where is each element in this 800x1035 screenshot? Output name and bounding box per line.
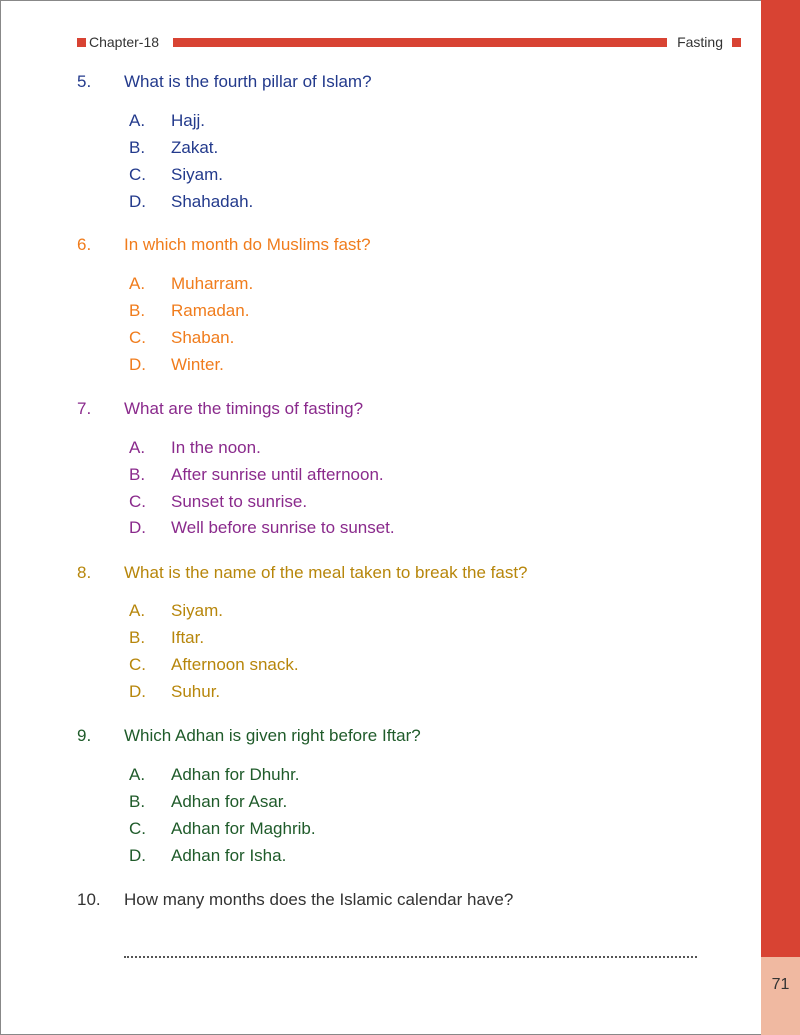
option-text: Adhan for Isha. — [171, 846, 287, 865]
option-row — [0, 138, 760, 160]
page-number: 71 — [771, 976, 790, 993]
option-text: Adhan for Maghrib. — [171, 819, 316, 838]
option-text: Winter. — [171, 355, 224, 374]
option-text: Ramadan. — [171, 301, 250, 320]
option-letter: B. — [129, 628, 146, 647]
question-text: What is the name of the meal taken to break the fast? — [124, 563, 528, 582]
option-letter: A. — [129, 438, 146, 457]
option-row — [0, 328, 760, 350]
question-text: Which Adhan is given right before Iftar? — [124, 726, 421, 745]
option-row — [0, 518, 760, 540]
question-number: 10. — [77, 890, 101, 909]
option-letter: C. — [129, 655, 146, 674]
option-row — [0, 846, 760, 868]
header-right-square — [732, 38, 741, 47]
option-text: Well before sunrise to sunset. — [171, 518, 395, 537]
header-left-square — [77, 38, 86, 47]
option-row — [0, 792, 760, 814]
question-number: 6. — [77, 235, 92, 254]
question-number: 8. — [77, 563, 92, 582]
option-text: Suhur. — [171, 682, 221, 701]
option-text: Shaban. — [171, 328, 235, 347]
option-text: Sunset to sunrise. — [171, 492, 308, 511]
option-text: Siyam. — [171, 165, 223, 184]
option-text: Iftar. — [171, 628, 205, 647]
option-text: Shahadah. — [171, 192, 254, 211]
page-number-tab — [761, 957, 800, 1035]
option-letter: C. — [129, 819, 146, 838]
question-text: What is the fourth pillar of Islam? — [124, 72, 372, 91]
option-row — [0, 655, 760, 677]
option-row — [0, 355, 760, 377]
option-text: Siyam. — [171, 601, 223, 620]
header-title: Fasting — [677, 34, 723, 50]
option-row — [0, 274, 760, 296]
option-letter: C. — [129, 165, 146, 184]
answer-line[interactable] — [124, 956, 697, 958]
option-letter: D. — [129, 518, 146, 537]
option-letter: D. — [129, 682, 146, 701]
option-text: Adhan for Dhuhr. — [171, 765, 300, 784]
option-text: Hajj. — [171, 111, 206, 130]
question-text: What are the timings of fasting? — [124, 399, 364, 418]
option-text: Adhan for Asar. — [171, 792, 288, 811]
option-row — [0, 601, 760, 623]
side-bar — [761, 0, 800, 957]
option-row — [0, 111, 760, 133]
question-number: 9. — [77, 726, 92, 745]
question-number: 7. — [77, 399, 92, 418]
option-letter: B. — [129, 465, 146, 484]
header-chapter: Chapter-18 — [89, 34, 160, 50]
option-row — [0, 301, 760, 323]
option-row — [0, 492, 760, 514]
option-letter: A. — [129, 765, 146, 784]
option-letter: D. — [129, 846, 146, 865]
option-text: Zakat. — [171, 138, 219, 157]
option-text: Afternoon snack. — [171, 655, 299, 674]
option-text: In the noon. — [171, 438, 261, 457]
option-text: After sunrise until afternoon. — [171, 465, 384, 484]
option-row — [0, 165, 760, 187]
option-text: Muharram. — [171, 274, 254, 293]
option-letter: A. — [129, 111, 146, 130]
option-letter: D. — [129, 192, 146, 211]
header-rule — [173, 38, 667, 47]
option-row — [0, 628, 760, 650]
question-text: In which month do Muslims fast? — [124, 235, 371, 254]
option-row — [0, 465, 760, 487]
option-row — [0, 192, 760, 214]
option-row — [0, 682, 760, 704]
option-row — [0, 819, 760, 841]
option-row — [0, 765, 760, 787]
option-letter: C. — [129, 492, 146, 511]
option-row — [0, 438, 760, 460]
option-letter: C. — [129, 328, 146, 347]
option-letter: A. — [129, 274, 146, 293]
question-text: How many months does the Islamic calendar have? — [124, 890, 514, 909]
question-number: 5. — [77, 72, 92, 91]
option-letter: B. — [129, 138, 146, 157]
option-letter: D. — [129, 355, 146, 374]
option-letter: A. — [129, 601, 146, 620]
option-letter: B. — [129, 792, 146, 811]
option-letter: B. — [129, 301, 146, 320]
